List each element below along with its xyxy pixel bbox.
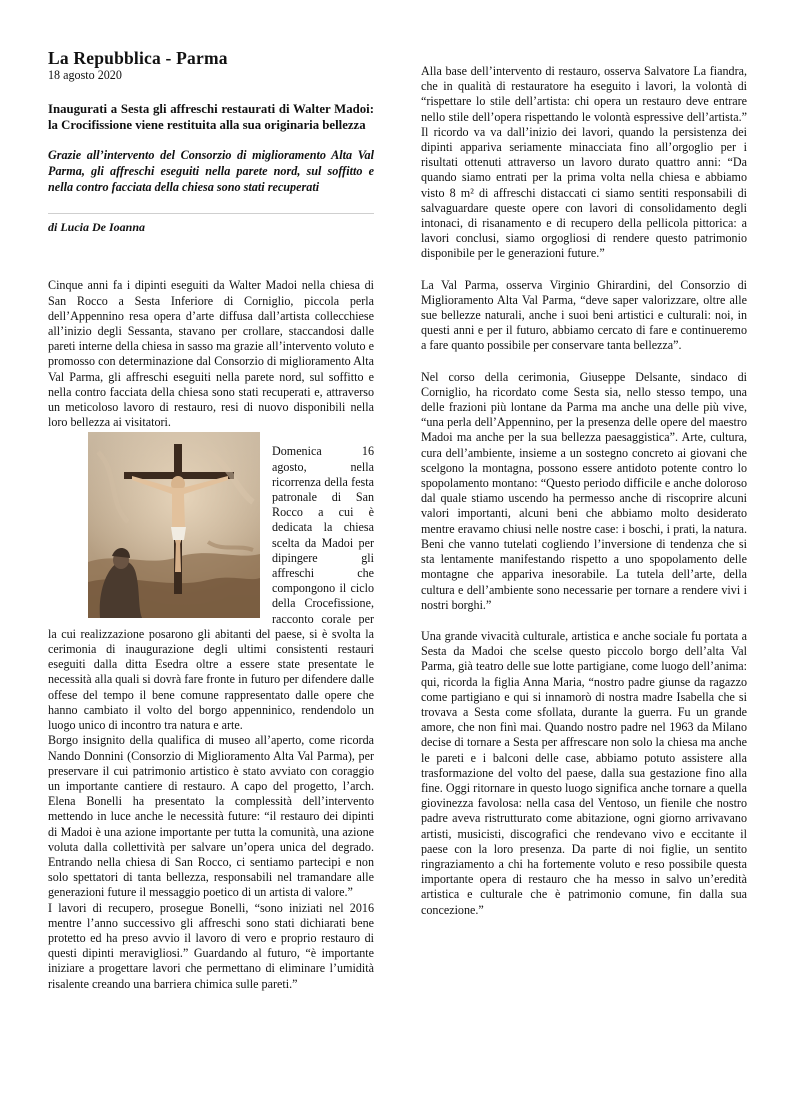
left-column [48,48,374,992]
publication-date: 18 agosto 2020 [48,68,122,82]
left-paragraph-1: Cinque anni fa i dipinti eseguiti da Walter Madoi nella chiesa di San Rocco a Sesta Inferiore di Corniglio, piccola perla dell’Appennino resa opera d’arte diffusa dall’artista collecchiese all’inizio degli Sessanta, stavano per crollare, staccandosi dalle pareti interne della chiesa in sasso ma grazie all’intervento voluto e promosso con determinazione dal Consorzio di miglioramento Alta Val Parma, gli affreschi eseguiti nella parete nord, sul soffitto e nella contro facciata della chiesa sono stati recuperati e, attraverso un meticoloso lavoro di restauro, resi di nuovo disponibili nella loro bellezza ai visitatori. [48,278,374,430]
right-paragraph-2: La Val Parma, osserva Virginio Ghirardini, del Consorzio di Miglioramento Alta Val Parma, “deve saper valorizzare, oltre alle sue bellezze naturali, anche i suoi beni artistici e culturali: noi, in questi anni e per il futuro, abbiamo cercato di fare e continueremo a fare quanto possibile per conservare tanta bellezza”. [421,277,747,353]
crucifixion-fresco-illustration [88,432,260,618]
byline-divider [48,213,374,214]
left-paragraph-2: Domenica 16 agosto, nella ricorrenza della festa patronale di San Rocco a cui è dedicata la chiesa scelta da Madoi per dipingere gli affreschi che compongono il ciclo della Crocefissione, racconto corale per la cui realizzazione posarono gli abitanti del paese, si è svolta la cerimonia di inaugurazione degli ultimi consistenti restauri eseguiti dalla ditta Esedra oltre a essere state presentate le necessità alla quali si dovrà fare fronte in futuro per difendere dalle offese del tempo il bene comune rappresentato dalle opere che hanno cambiato il volto del borgo appenninico, rendendolo un luogo unico di incontro tra natura e arte. [48,444,374,733]
article-byline: di Lucia De Ioanna [48,220,146,235]
right-paragraph-3: Nel corso della cerimonia, Giuseppe Delsante, sindaco di Corniglio, ha ricordato come Sesta sia, nello stesso tempo, una delle frazioni più lontane da Parma ma anche una delle più vive, “una perla dell’Appennino, per la presenza delle opere del maestro Madoi ma anche per la sua bellezza paesaggistica”. Arte, cultura, cura dell’ambiente, insieme a un sostegno concreto ai giovani che scelgono la montagna, possono essere antidoto potente contro lo spopolamento montano: “Questo periodo difficile e anche doloroso dal quale stiamo uscendo ha permesso anche di riscoprire alcuni valori importanti, alcuni beni che abbiamo molto desiderato mentre eravamo chiusi nelle nostre case: i boschi, i prati, la natura. Beni che vanno tutelati cogliendo l’inversione di tendenza che si sta lentamente manifestando rispetto a uno spopolamento delle montagne che appariva inesorabile. La tutela dell’arte, della cultura e dell’ambiente sono necessarie per tornare a rendere vivi i nostri borghi.” [421,369,747,612]
article-headline: Inaugurati a Sesta gli affreschi restaurati di Walter Madoi: la Crocifissione viene restituita alla sua originaria bellezza [48,102,374,133]
crucifixion-fresco-image [88,432,260,618]
right-paragraph-1: Alla base dell’intervento di restauro, osserva Salvatore La fiandra, che in qualità di restauratore ha eseguito i lavori, la volontà di “rispettare lo stile dell’artista: chi opera un restauro deve entrare nello stile dell’opera rispettando le volontà espressive dell’artista.” Il ricordo va va dall’inizio dei lavori, quando la persistenza dei dipinti appariva seriamente minacciata fino all’orgoglio per i risultati ottenuti attraverso un lavoro durato quattro anni: “Da quando siamo entrati per la prima volta nella chiesa e abbiamo visto 8 m² di affreschi distaccati ci siamo sentiti responsabili di salvaguardare queste opere con lavori di consolidamento degli intonaci, di risanamento e di recupero della pellicola pittorica: a lavori conclusi, siamo orgogliosi di rendere questo patrimonio disponibile per le generazioni future.” [421,64,747,261]
right-column [421,64,747,934]
left-paragraph-3: Borgo insignito della qualifica di museo all’aperto, come ricorda Nando Donnini (Consorzio di Miglioramento Alta Val Parma), per preservare il cui patrimonio artistico è stato avviato con coraggio un importante cantiere di restauro. A capo del progetto, l’arch. Elena Bonelli ha presentato la complessità dell’intervento mettendo in luce anche le necessità future: “il restauro dei dipinti di Madoi è una azione importante per tutta la comunità, una azione voluta dalla collettività per salvare un’opera unica del degrado. Entrando nella chiesa di San Rocco, ci sentiamo partecipi e non solo spettatori di tanta bellezza, responsabili nel tramandare alle generazioni future il messaggio poetico di un artista di valore.” [48,733,374,900]
article-subheadline: Grazie all’intervento del Consorzio di miglioramento Alta Val Parma, gli affreschi eseguiti nella parete nord, sul soffitto e nella contro facciata della chiesa sono stati recuperati [48,148,374,195]
right-paragraph-4: Una grande vivacità culturale, artistica e anche sociale fu portata a Sesta da Madoi che scelse questo piccolo borgo dell’alta Val Parma, già teatro delle sue lotte partigiane, come luogo dell’anima: qui, ricorda la figlia Anna Maria, “nostro padre giunse da ragazzo come partigiano e qui si innamorò di nostra madre Isabella che si trovava a Sesta come sfollata, durante la guerra. Fu un grande amore, che non finì mai. Quando nostro padre nel 1963 da Milano decise di tornare a Sesta per affrescare non solo la chiesa ma anche le pareti e i balconi delle case, abbiamo potuto assistere alla trasformazione del volto del paese, dalla sua gestazione fino alla fine. Oggi ritornare in questo luogo significa anche tornare a quella giovinezza favolosa: nella casa del Ventoso, un fienile che nostro padre aveva ristrutturato come abitazione, ogni giorno arrivavano artisti, musicisti, discografici che rendevano vivo e eccitante il paese con la loro presenza. Da parte di noi figlie, un sentito ringraziamento a chi ha fortemente voluto e reso possibile questa importante opera di restauro che ha messo in salvo un’eredità artistica e culturale che è patrimonio comune, fin dalla sua concezione.” [421,628,747,917]
masthead: La Repubblica - Parma [48,48,228,68]
left-paragraph-4: I lavori di recupero, prosegue Bonelli, “sono iniziati nel 2016 mentre l’anno successivo gli affreschi sono stati dichiarati bene protetto ed ha preso avvio il lavoro di vero e proprio restauro di questi dipinti meravigliosi.” Guardando al futuro, “è importante iniziare a progettare lavori che permettano di eliminare l’umidità risalente creando una barriera chimica sulle pareti.” [48,900,374,991]
